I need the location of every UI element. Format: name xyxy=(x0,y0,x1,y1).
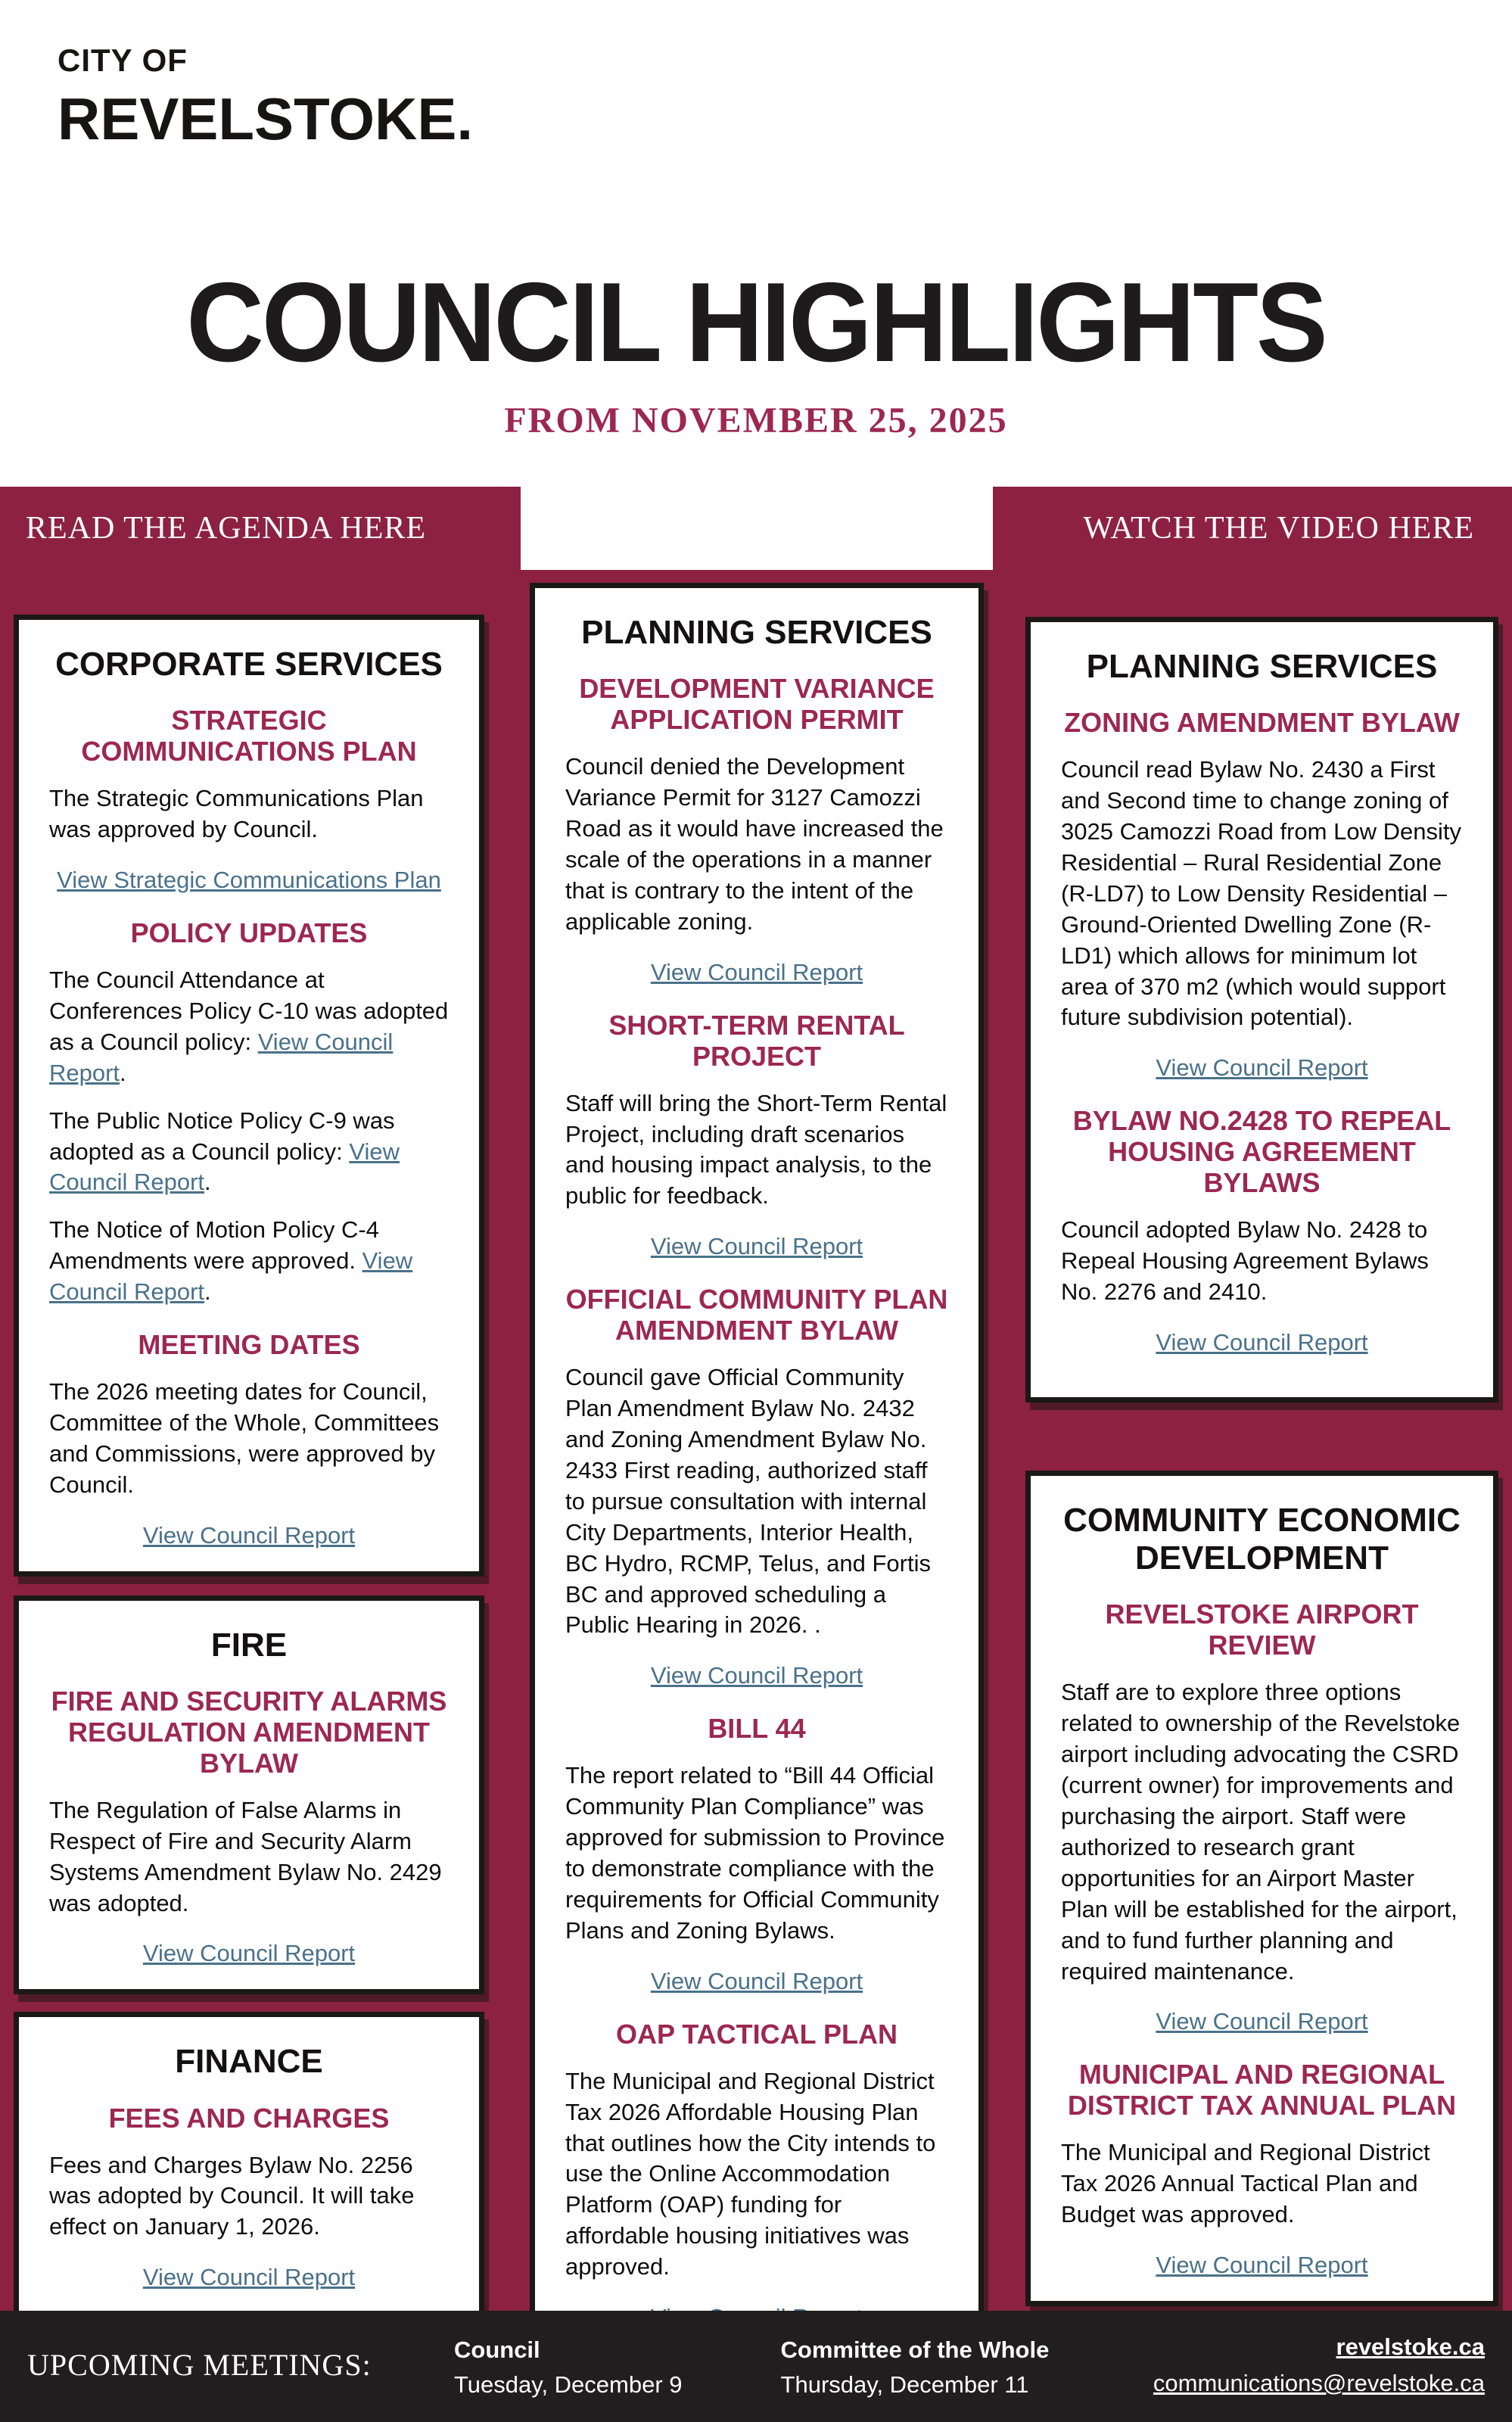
report-link-line xyxy=(565,1661,948,1692)
column-right xyxy=(1025,487,1498,2306)
report-link[interactable]: View Council Report xyxy=(1156,2252,1368,2279)
report-link-line xyxy=(565,1231,948,1262)
inline-report-link[interactable]: View Council Report xyxy=(49,1138,400,1196)
topic-heading: DEVELOPMENT VARIANCE APPLICATION PERMIT xyxy=(579,673,935,736)
section-heading: FINANCE xyxy=(175,2043,323,2081)
report-link-line xyxy=(1061,2250,1463,2281)
report-link-line xyxy=(49,1521,449,1552)
section-heading: FIRE xyxy=(210,1626,288,1664)
body-text: Staff will bring the Short-Term Rental Project, including draft scenarios and housing impact analysis, to the public for feedback. xyxy=(565,1089,947,1209)
city-logo xyxy=(58,42,473,154)
report-link-line xyxy=(1061,1053,1463,1084)
page-date: FROM NOVEMBER 25, 2025 xyxy=(504,400,1008,441)
meeting-date: Thursday, December 11 xyxy=(780,2371,1029,2398)
topic-heading: MUNICIPAL AND REGIONAL DISTRICT TAX ANNUAL PLAN xyxy=(1067,2059,1457,2122)
report-link-line xyxy=(1061,2006,1463,2038)
report-link-line xyxy=(565,1966,948,1997)
upcoming-meetings-list xyxy=(454,2336,1049,2399)
report-link[interactable]: View Council Report xyxy=(142,2264,356,2291)
section-box-community-economic-development xyxy=(1025,1471,1498,2306)
topic-heading: BYLAW NO.2428 TO REPEAL HOUSING AGREEMENT BYLAWS xyxy=(1072,1105,1451,1199)
website-link[interactable]: revelstoke.ca xyxy=(1336,2333,1485,2360)
report-link-line xyxy=(49,1938,449,1969)
report-link[interactable]: View Council Report xyxy=(1156,1329,1368,1356)
body-text: The Notice of Motion Policy C-4 Amendments were approved. View Council Report. xyxy=(49,1216,413,1306)
report-link[interactable]: View Council Report xyxy=(650,1967,863,1994)
topic-heading: FEES AND CHARGES xyxy=(108,2102,390,2134)
section-box-finance xyxy=(14,2012,484,2318)
topic-heading: FIRE AND SECURITY ALARMS REGULATION AMENDMENT BYLAW xyxy=(51,1685,447,1779)
topic-heading: OAP TACTICAL PLAN xyxy=(615,2018,898,2050)
topic-heading: STRATEGIC COMMUNICATIONS PLAN xyxy=(81,705,417,767)
column-middle xyxy=(530,487,984,2358)
content-band xyxy=(0,487,1512,2311)
section-heading: PLANNING SERVICES xyxy=(581,614,932,651)
section-box-planning-right xyxy=(1025,617,1498,1402)
inline-report-link[interactable]: View Council Report xyxy=(49,1247,413,1306)
report-link[interactable]: View Council Report xyxy=(1156,1054,1368,1082)
report-link[interactable]: View Council Report xyxy=(650,1233,863,1260)
section-box-corporate-services xyxy=(14,615,484,1577)
topic-heading: REVELSTOKE AIRPORT REVIEW xyxy=(1105,1599,1419,1661)
report-link[interactable]: View Council Report xyxy=(142,1521,356,1549)
email-link[interactable]: communications@revelstoke.ca xyxy=(1153,2370,1485,2396)
column-left xyxy=(14,487,484,2318)
body-text: The Municipal and Regional District Tax 2026 Affordable Housing Plan that outlines how the City intends to use the Online Accommodation Platform (OAP) funding for affordable housing initiatives was approved. xyxy=(565,2067,936,2280)
watch-video-link[interactable]: WATCH THE VIDEO HERE xyxy=(1083,511,1474,546)
section-heading: CORPORATE SERVICES xyxy=(55,646,443,683)
inline-report-link[interactable]: View Council Report xyxy=(49,1028,394,1086)
body-text: Council adopted Bylaw No. 2428 to Repeal Housing Agreement Bylaws No. 2276 and 2410. xyxy=(1061,1216,1429,1306)
footer-links xyxy=(1153,2333,1485,2397)
body-text: The 2026 meeting dates for Council, Committee of the Whole, Committees and Commissions, were approved by Council. xyxy=(49,1378,440,1498)
topic-heading: ZONING AMENDMENT BYLAW xyxy=(1064,707,1460,739)
topic-heading: BILL 44 xyxy=(708,1713,806,1745)
meeting-item xyxy=(781,2336,1050,2399)
body-text: The Council Attendance at Conferences Policy C-10 was adopted as a Council policy: View Council Report. xyxy=(49,966,449,1086)
body-text: Council gave Official Community Plan Amendment Bylaw No. 2432 and Zoning Amendment Bylaw No. 2433 First reading, authorized staff to pursue consultation with internal City Departments, Interior Health, BC Hydro, RCMP, Telus, and Fortis BC and approved scheduling a Public Hearing in 2026. . xyxy=(565,1364,931,1639)
body-text: The Municipal and Regional District Tax 2026 Annual Tactical Plan and Budget was approved. xyxy=(1061,2139,1430,2228)
section-box-planning-middle xyxy=(530,583,984,2358)
body-text: Staff are to explore three options related to ownership of the Revelstoke airport including advocating the CSRD (current owner) for improvements and purchasing the airport. Staff were authorized to research grant opportunities for an Airport Master Plan will be established for the airport, and to fund further planning and required maintenance. xyxy=(1061,1679,1461,1985)
page-title: COUNCIL HIGHLIGHTS xyxy=(186,259,1326,386)
body-text: Council denied the Development Variance Permit for 3127 Camozzi Road as it would have increased the scale of the operations in a manner that is contrary to the intent of the applicable zoning. xyxy=(565,753,944,935)
topic-heading: POLICY UPDATES xyxy=(130,917,368,948)
logo-line-city-of: CITY OF xyxy=(58,42,188,78)
meeting-item xyxy=(454,2336,683,2399)
topic-heading: OFFICIAL COMMUNITY PLAN AMENDMENT BYLAW xyxy=(565,1284,948,1346)
read-agenda-link[interactable]: READ THE AGENDA HERE xyxy=(26,511,427,546)
upcoming-meetings-label: UPCOMING MEETINGS: xyxy=(27,2348,372,2382)
topic-heading: MEETING DATES xyxy=(138,1329,360,1361)
section-heading: PLANNING SERVICES xyxy=(1086,648,1438,685)
report-link[interactable]: View Council Report xyxy=(1156,2008,1368,2035)
section-heading: COMMUNITY ECONOMIC DEVELOPMENT xyxy=(1063,1502,1461,1577)
meeting-name: Committee of the Whole xyxy=(780,2336,1050,2363)
logo-line-revelstoke: REVELSTOKE. xyxy=(58,86,474,152)
footer-bar xyxy=(0,2311,1512,2422)
report-link[interactable]: View Council Report xyxy=(650,958,863,985)
meeting-date: Tuesday, December 9 xyxy=(454,2371,683,2398)
report-link-line xyxy=(1061,1328,1463,1359)
topic-heading: SHORT-TERM RENTAL PROJECT xyxy=(608,1009,905,1072)
body-text: Fees and Charges Bylaw No. 2256 was adopted by Council. It will take effect on January 1, 2026. xyxy=(49,2151,415,2240)
section-box-fire xyxy=(14,1595,484,1995)
report-link[interactable]: View Council Report xyxy=(650,1662,863,1689)
report-link[interactable]: View Council Report xyxy=(142,1940,356,1967)
body-text: The report related to “Bill 44 Official Community Plan Compliance” was approved for submission to Province to demonstrate compliance with the requirements for Official Community Plans and Zoning Bylaws. xyxy=(565,1762,945,1944)
body-text: The Strategic Communications Plan was approved by Council. xyxy=(49,785,424,843)
report-link[interactable]: View Strategic Communications Plan xyxy=(57,867,441,894)
body-text: Council read Bylaw No. 2430 a First and Second time to change zoning of 3025 Camozzi Road from Low Density Residential – Rural Residential Zone (R-LD7) to Low Density Residential – Ground-Oriented Dwelling Zone (R-LD1) which allows for minimum lot area of 370 m2 (which would support future subdivision potential). xyxy=(1061,756,1461,1031)
body-text: The Public Notice Policy C-9 was adopted as a Council policy: View Council Report. xyxy=(49,1107,400,1196)
report-link-line xyxy=(49,2262,449,2293)
body-text: The Regulation of False Alarms in Respect of Fire and Security Alarm Systems Amendment Bylaw No. 2429 was adopted. xyxy=(49,1796,442,1916)
report-link-line xyxy=(49,865,449,896)
report-link-line xyxy=(565,957,948,988)
meeting-name: Council xyxy=(454,2336,540,2363)
